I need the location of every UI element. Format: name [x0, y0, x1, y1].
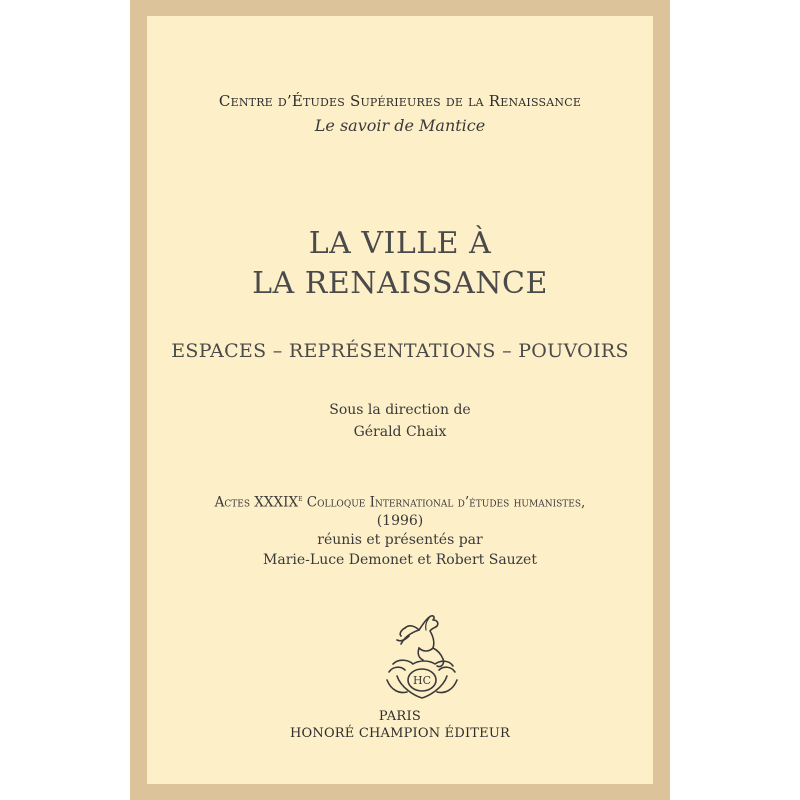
- editor-name: Gérald Chaix: [353, 424, 447, 440]
- proceedings-year: (1996): [376, 513, 424, 529]
- book-subtitle: ESPACES – REPRÉSENTATIONS – POUVOIRS: [171, 340, 629, 362]
- book-cover: [130, 0, 670, 800]
- proceedings-superscript: e: [298, 494, 303, 503]
- series-subtitle: Le savoir de Mantice: [314, 116, 486, 135]
- proceedings-prefix: Actes XXXIX: [214, 494, 299, 511]
- proceedings-rest: Colloque International d’études humanistes,: [302, 494, 586, 511]
- book-title-line-2: LA RENAISSANCE: [252, 266, 548, 301]
- direction-label: Sous la direction de: [329, 402, 471, 418]
- presenters-names: Marie-Luce Demonet et Robert Sauzet: [263, 552, 537, 568]
- book-title-line-1: LA VILLE À: [308, 226, 492, 261]
- cover-panel: [147, 16, 653, 784]
- publisher-name: HONORÉ CHAMPION ÉDITEUR: [289, 726, 511, 741]
- series-title: Centre d’Études Supérieures de la Renaissance: [218, 92, 582, 110]
- horse-emblem-icon: [379, 606, 465, 706]
- emblem-monogram: HC: [412, 674, 432, 687]
- presented-label: réunis et présentés par: [317, 532, 483, 548]
- proceedings-line: [147, 494, 653, 511]
- publisher-city: PARIS: [378, 709, 422, 724]
